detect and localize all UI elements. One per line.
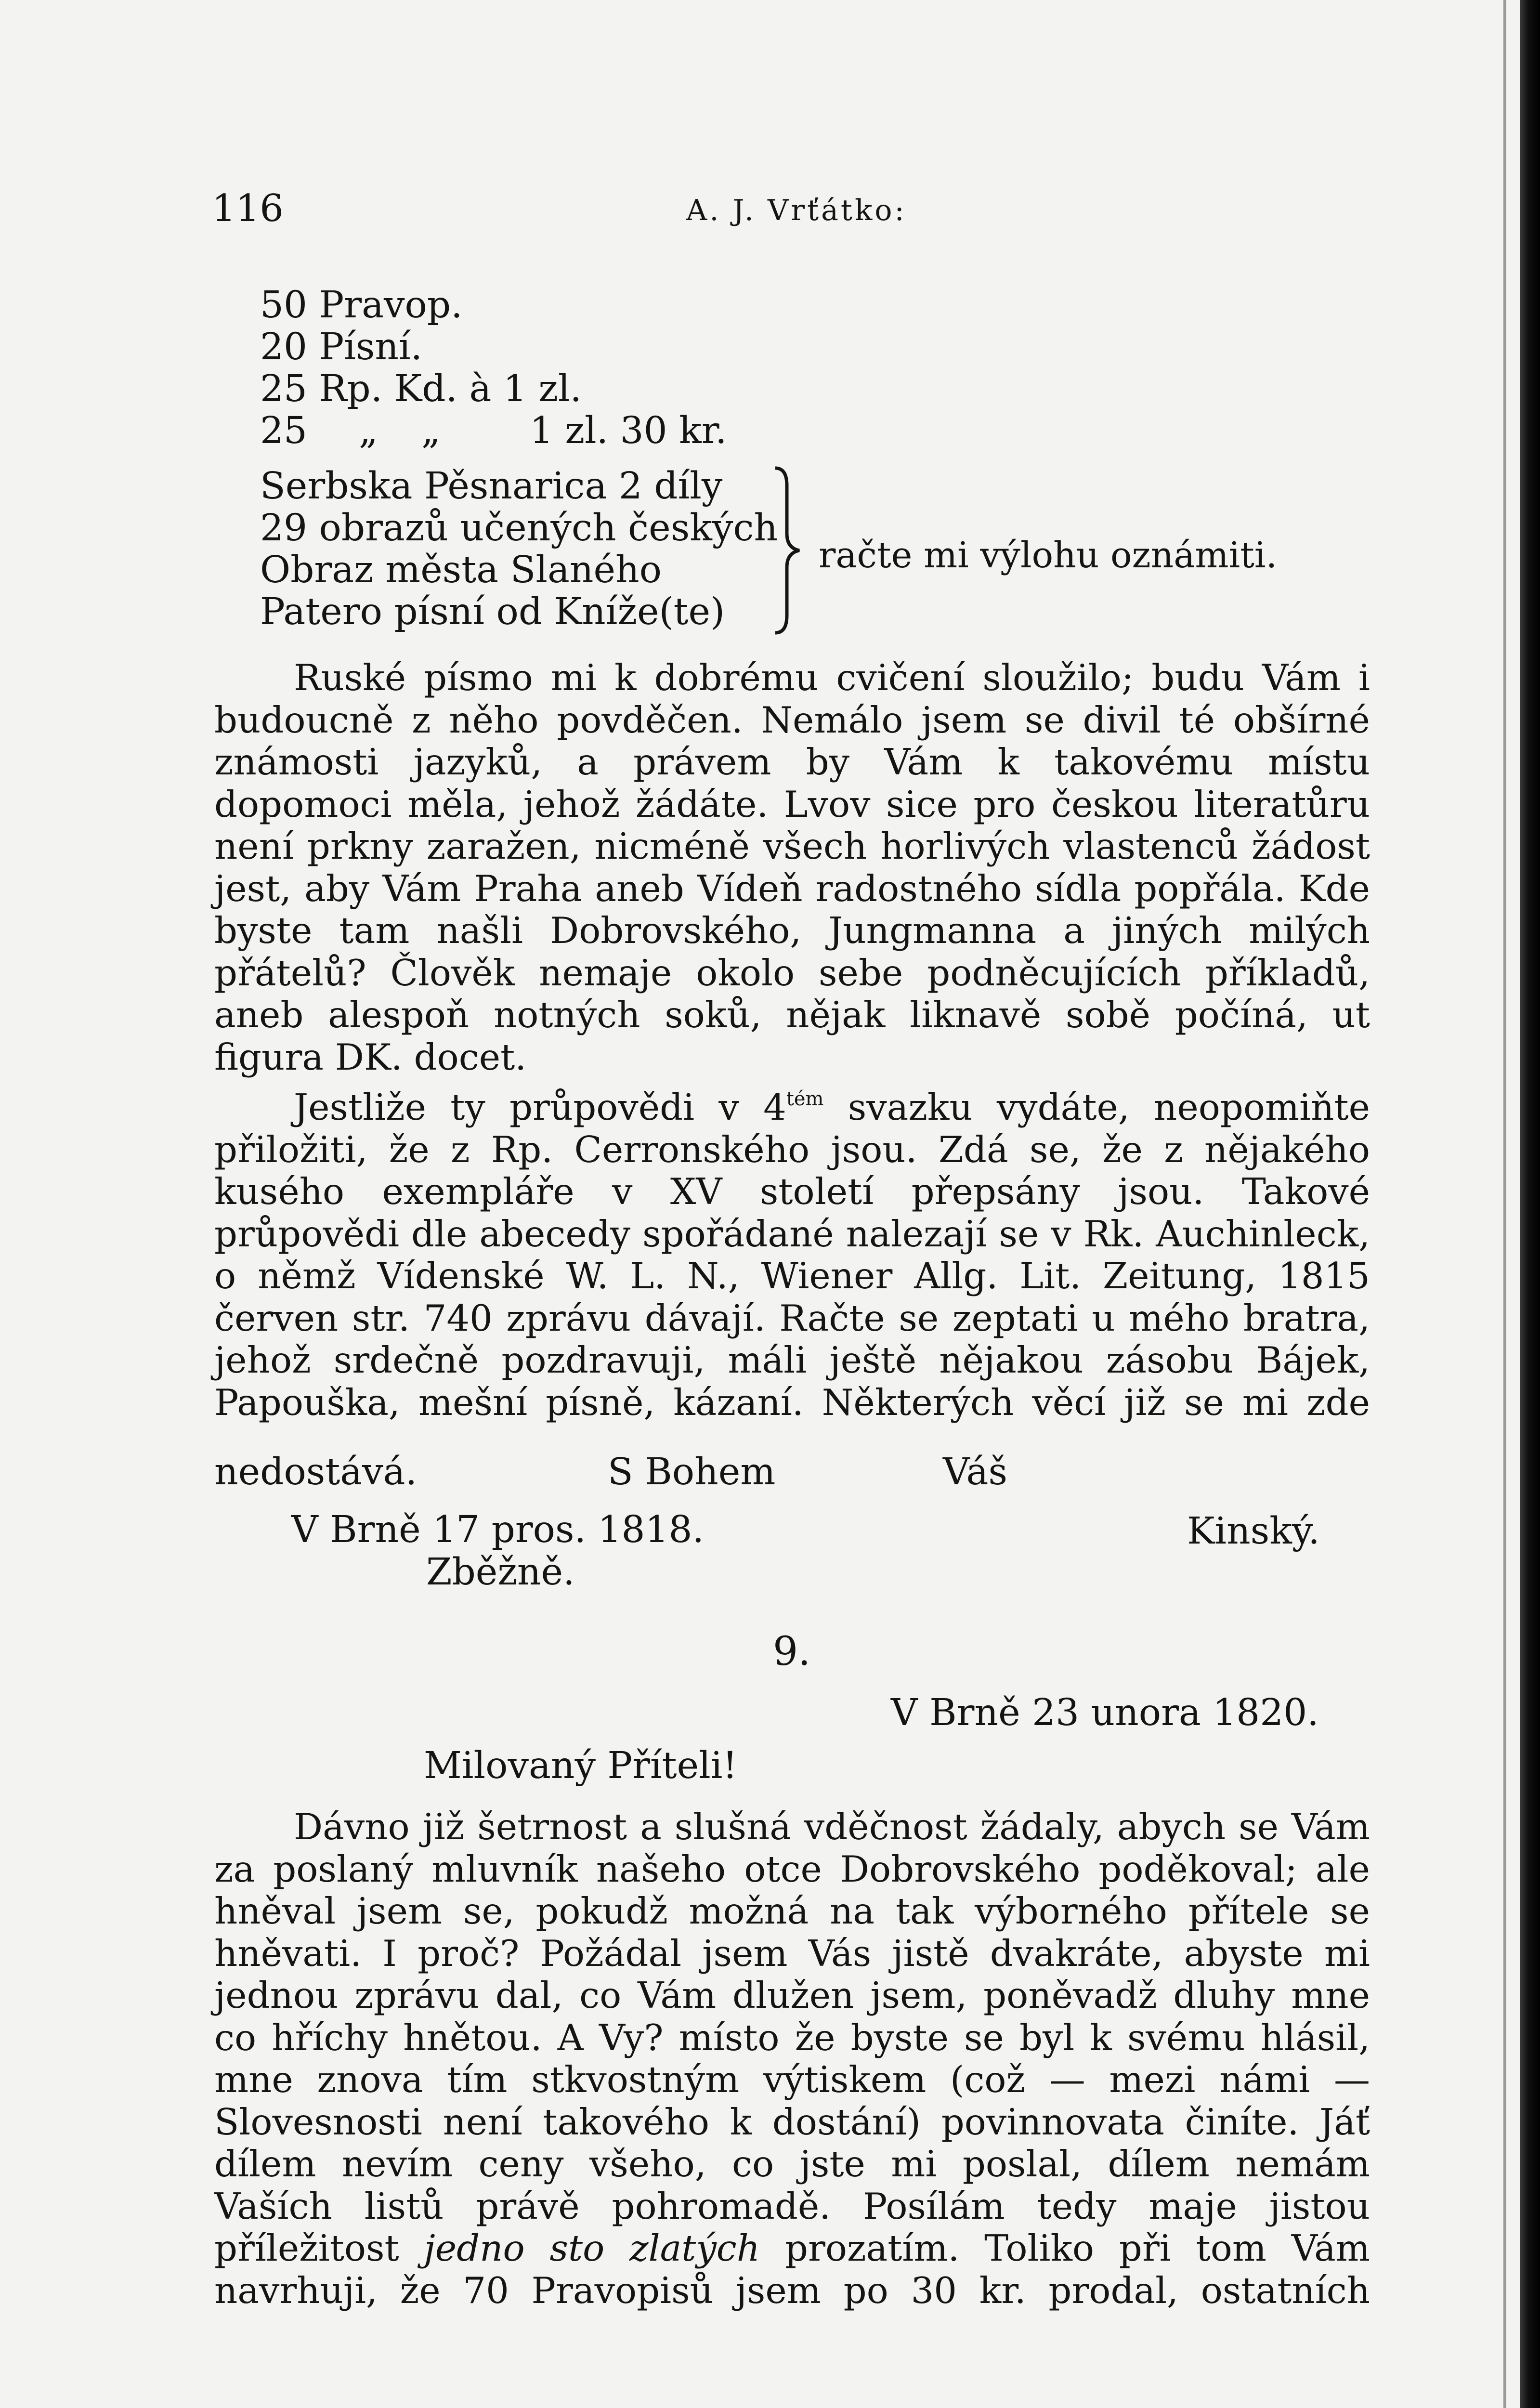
paragraph: Dávno již šetrnost a slušná vděčnost žádaly, abych se Vám za poslaný mluvník našeho otce Dobrovského poděkoval; ale hněval jsem se, pokudž možná na tak výborného přítele se hněvati. I proč? Požádal jsem Vás jistě dvakráte, abyste mi jednou zprávu dal, co Vám dlužen jsem, poněvadž dluhy mne co hříchy hnětou. A Vy? místo že byste se byl k svému hlásil, mne znova tím stkvostným výtiskem (což — mezi námi — Slovesnosti není takového k dostání) povinnovata činíte. Jáť dílem nevím ceny všeho, co jste mi poslal, dílem nemám Vaších listů právě pohromadě. Posílám tedy maje jistou příležitost jedno sto zlatých prozatím. Toliko při tom Vám navrhuji, že 70 Pravopisů jsem po 30 kr. prodal, ostatních: [214, 1806, 1370, 2312]
ditto-count: 25: [260, 409, 307, 452]
page-number: 116: [212, 187, 284, 230]
ditto-mark: „: [421, 409, 441, 452]
braced-items: [260, 465, 778, 633]
list-item: 50 Pravop.: [260, 284, 463, 327]
running-title: A. J. Vrťátko:: [686, 194, 907, 227]
letter-9-place-date: V Brně 23 unora 1820.: [891, 1691, 1319, 1734]
list-item: Obraz města Slaného: [260, 549, 662, 591]
braced-book-group: [260, 452, 1416, 644]
paragraph: Jestliže ty průpovědi v $4^{tém}$ svazku vydáte, neopomiňte přiložiti, že z Rp. Cerronského jsou. Zdá se, že z nějakého kusého exempláře v XV století přepsány jsou. Takové průpovědi dle abecedy spořádané nalezají se v Rk. Auchinleck, o němž Vídenské W. L. N., Wiener Allg. Lit. Zeitung, 1815 červen str. 740 zprávu dávají. Račte se zeptati u mého bratra, jehož srdečně pozdravuji, máli ještě nějakou zásobu Bájek, Papouška, mešní písně, kázaní. Některých věcí již se mi zde: [214, 1086, 1370, 1424]
brace-note: račte mi výlohu oznámiti.: [819, 535, 1278, 576]
letter-9-body: [214, 1806, 1370, 2312]
list-item: 20 Písní.: [260, 326, 423, 368]
page-edge-shadow: [1520, 0, 1540, 2408]
closing-greeting: S Bohem: [608, 1451, 776, 1493]
closing-last-word: nedostává.: [214, 1451, 418, 1493]
book-list: [260, 284, 727, 452]
signature: Kinský.: [1187, 1510, 1320, 1553]
list-item: 29 obrazů učených českých: [260, 507, 778, 550]
right-brace: [770, 466, 809, 635]
page-header: [212, 187, 1416, 240]
superscript: tém: [786, 1088, 824, 1110]
ditto-price: 1 zl. 30 kr.: [530, 409, 727, 452]
ditto-mark: „: [359, 409, 378, 452]
postscript: Zběžně.: [426, 1551, 575, 1594]
salutation: Milovaný Příteli!: [424, 1744, 738, 1787]
letter-8-body: [214, 657, 1370, 1424]
list-item: Patero písní od Kníže(te): [260, 590, 725, 633]
emphasis: jedno sto zlatých: [424, 2227, 760, 2269]
list-item: 25 Rp. Kd. à 1 zl.: [260, 367, 582, 410]
list-item: Serbska Pěsnarica 2 díly: [260, 465, 723, 508]
list-item-ditto: [260, 409, 727, 452]
place-date: V Brně 17 pros. 1818.: [291, 1508, 704, 1551]
page-edge-line: [1503, 0, 1506, 2408]
paragraph: Ruské písmo mi k dobrému cvičení sloužilo; budu Vám i budoucně z něho povděčen. Nemálo jsem se divil té obšírné známosti jazyků, a právem by Vám k takovému místu dopomoci měla, jehož žádáte. Lvov sice pro českou literatůru není prkny zaražen, nicméně všech horlivých vlastenců žádost jest, aby Vám Praha aneb Vídeň radostného sídla popřála. Kde byste tam našli Dobrovského, Jungmanna a jiných milých přátelů? Člověk nemaje okolo sebe podněcujících příkladů, aneb alespoň notných soků, nějak liknavě sobě počíná, ut figura DK. docet.: [214, 656, 1370, 1078]
letter-number: 9.: [773, 1629, 811, 1675]
closing-yours: Váš: [943, 1451, 1007, 1493]
